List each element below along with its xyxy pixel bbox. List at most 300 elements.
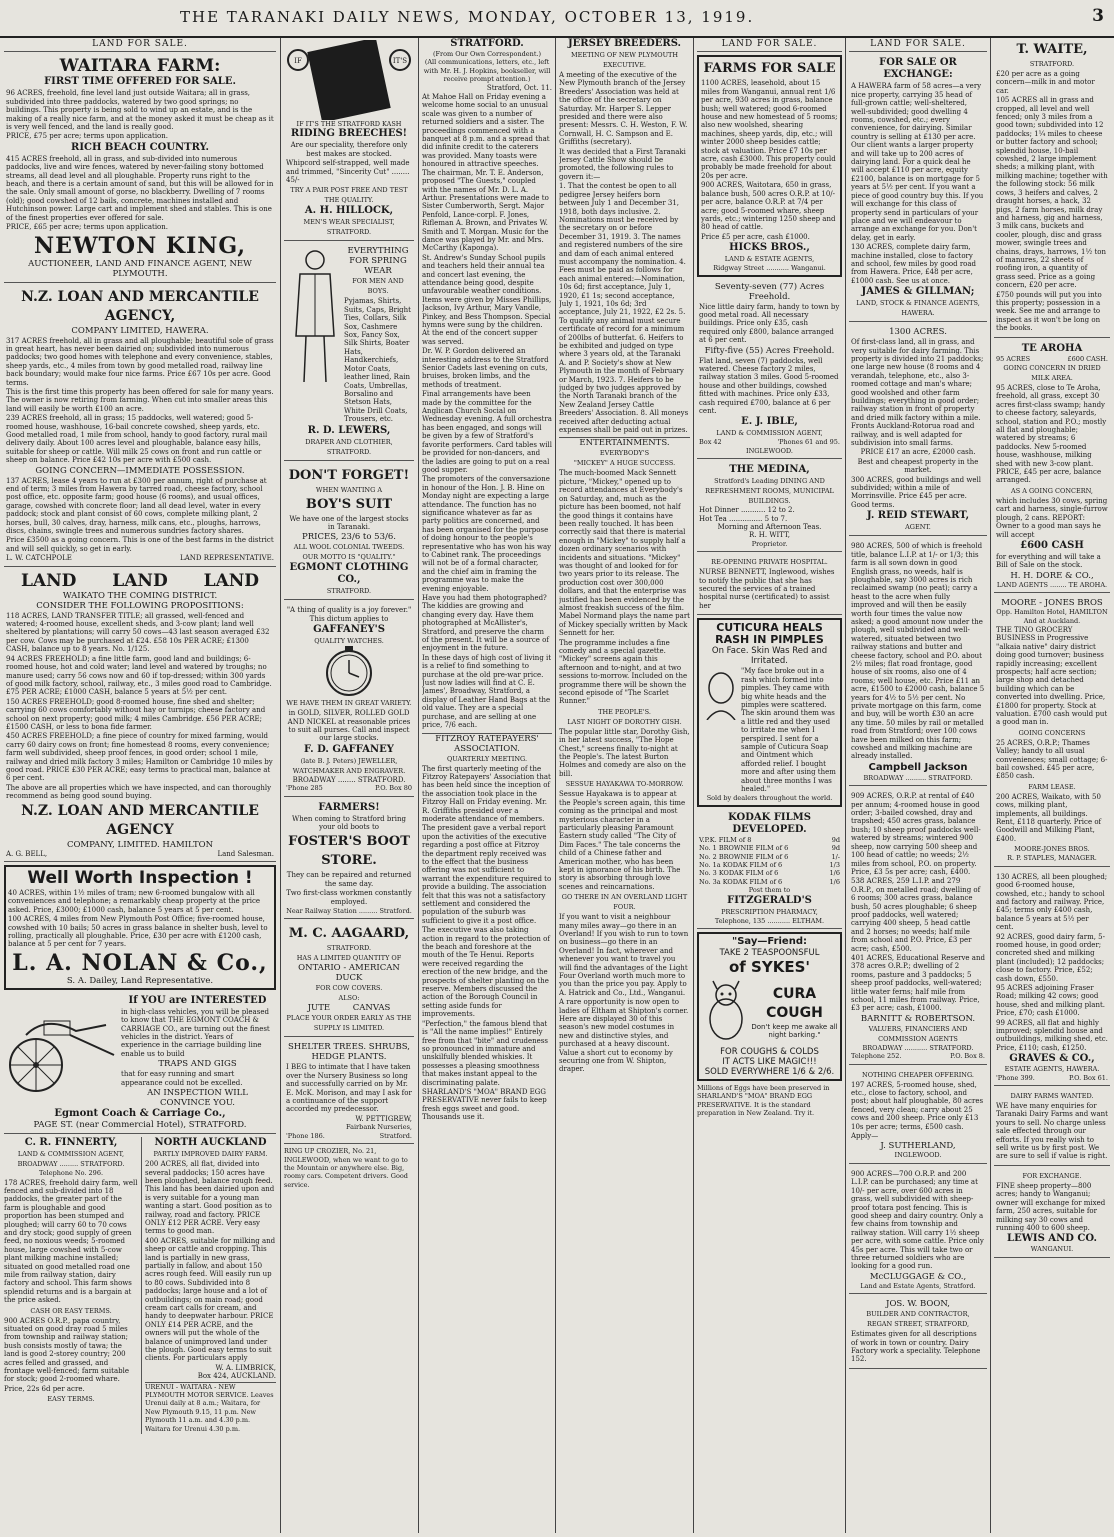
price-list <box>699 836 840 886</box>
ad-title: KODAK FILMS DEVELOPED. <box>728 811 811 835</box>
ad-title: NORTH AUCKLAND <box>154 1137 267 1149</box>
moore-jones-ad <box>994 596 1110 867</box>
ad-subtitle: Post them to <box>748 886 791 895</box>
agent-role: Land Salesman. <box>217 849 274 858</box>
price-list-row <box>699 844 840 852</box>
agent-box: P.O. Box 61. <box>1069 1073 1108 1082</box>
price-value: 9d <box>831 844 840 853</box>
egmont-clothing-ad <box>284 464 414 601</box>
nz-loan-ad <box>4 286 276 567</box>
agent-sub: LAND, STOCK & FINANCE AGENTS, HAWERA. <box>856 299 980 318</box>
ad-subtitle: COMPANY LIMITED, HAWERA. <box>71 325 209 336</box>
logo-text: IF IT'S THE STRATFORD KASH <box>296 120 402 128</box>
agent-sub: VALUERS, FINANCIERS AND COMMISSION AGENTS <box>868 1024 968 1043</box>
article-paragraph: In these days of high cost of living it is a relief to find something to purchase at the old pre-war price. Just now ladies will find at C. E. James', Broadway, Stratford, a display of Leather Hand Bags at the old value. They are a special purchase, and are selling at one price, 7/6 each. <box>422 653 552 730</box>
ad-subtitle: RICH BEACH COUNTRY. <box>71 141 209 153</box>
article-byline: (From Our Own Correspondent.) <box>432 50 542 58</box>
ad-body: 300 ACRES, good buildings and well subdivided; within a mile of Morrinsville. Price £45 per acre. Good terms. <box>851 475 981 509</box>
north-auckland-ad <box>142 1137 276 1434</box>
article-paragraph: Dr. W. P. Gordon delivered an interesting address to the Stratford Senior Cadets last evening on cuts, bruises, broken limbs, and the methods of treatment. <box>422 347 549 389</box>
agent-name: FITZGERALD'S <box>727 894 812 906</box>
stratford-kash-ad <box>284 38 414 241</box>
ad-title: THE MEDINA, <box>729 464 810 476</box>
ad-body: The above are all properties which we have inspected, and can thoroughly recommend as being good sound buying. <box>6 783 272 801</box>
agent-name: M. C. AAGAARD, <box>288 926 410 942</box>
ad-body: 450 ACRES FREEHOLD; a fine piece of country for mixed farming, would carry 60 dairy cows on front; fine homestead 8 rooms, every convenience; farm well subdivided, sheep proof fences, in good order; school 1 mile, railway and dried milk factory 3 miles; Hamilton or Cambridge 10 miles by good road. PRICE £30 PER ACRE; easy terms to practical man, balance at 6 per cent. <box>6 732 273 783</box>
ad-subtitle: TAKE 2 TEASPOONSFUL <box>719 948 820 959</box>
ad-subtitle: ALSO: <box>338 994 360 1003</box>
ad-body: When coming to Stratford bring your old boots to <box>292 814 406 831</box>
ad-title: EVERYTHING FOR SPRING WEAR <box>347 246 409 277</box>
agent-name: MOORE - JONES BROS <box>1001 598 1103 609</box>
sykes-ad <box>697 932 842 1081</box>
ad-title: If YOU are INTERESTED <box>128 994 267 1006</box>
agent-sub: STRATFORD. <box>1029 60 1075 68</box>
price-list-row <box>699 853 840 861</box>
article-heading: JERSEY BREEDERS. <box>567 38 682 49</box>
ad-price: Price, 22s 6d per acre. <box>4 1384 85 1393</box>
agent-name: J. REID STEWART, <box>866 510 970 522</box>
ad-body: A HAWERA farm of 58 acres—a very nice property, carrying 35 head of full-grown cattle; well-sheltered, well-subdivided; good dwelling 4 rooms, cowshed, etc.; every convenience, for dairying. Similar country is selling at £130 per acre. Our client wants a larger property and will take up to 200 acres of dairying land. For a quick deal he will accept £110 per acre, equity £2100, balance is on mortgage for 5 years at 5½ per cent. If you want a piece of good country buy this. If you will exchange for this class of property send in particulars of your place and we will endeavour to arrange an exchange for you. Don't delay, get in early. <box>851 82 984 242</box>
article-subheading: QUARTERLY MEETING. <box>446 754 528 763</box>
ad-title: TE AROHA <box>1021 342 1083 354</box>
agent-sub: (late B. J. Peters) JEWELLER, WATCHMAKER AND ENGRAVER. <box>292 756 406 775</box>
column-3 <box>422 38 552 1533</box>
ad-body: Apply— <box>851 1132 879 1141</box>
agent-sub: PRESCRIPTION PHARMACY, <box>721 907 818 916</box>
ad-price: £600 CASH <box>1020 539 1084 551</box>
portrait-illustration <box>701 666 741 720</box>
agent-address: BROADWAY .......... STRATFORD. <box>863 773 973 782</box>
agent-name: A. G. BELL, <box>6 849 48 858</box>
menu-line: Hot Dinner ........... 12 to 2. <box>699 506 795 515</box>
ad-body: 200 ACRES, all flat, divided into several paddocks; 150 acres have been ploughed, balance rough feed. This land has been dairied upon and is very suitable for a young man wanting a start. Good position as to railway, road and factory. PRICE ONLY £12 PER ACRE. Very easy terms to good man. <box>145 1160 275 1236</box>
agent-sub: ESTATE AGENTS, HAWERA. <box>1004 1065 1100 1074</box>
ad-body: Pyjamas, Shirts, Suits, Caps, Bright Ties, Collars, Silk Sox, Cashmere Sox, Fancy Sox, Silk Shirts, Boater Hats, Handkerchiefs, Motor Coats, leather lined, Rain Coats, Umbrellas, Borsalino and Stetson Hats, White Drill Coats, Trousers, etc. <box>344 297 411 424</box>
ad-body: which includes 30 cows, spring cart and harness, single-furrow plough, 2 cans. REPORT: Owner to a good man says he will accept <box>996 496 1108 539</box>
section-header: LAND FOR SALE. <box>721 39 818 49</box>
hicks-ad <box>697 55 842 276</box>
agent-town: INGLEWOOD. <box>894 1151 942 1160</box>
agent-name: W. PETTIGREW, <box>355 1114 412 1123</box>
kash-logo <box>286 40 412 120</box>
agent-role: LAND REPRESENTATIVE. <box>180 554 274 563</box>
well-worth-ad <box>4 865 276 990</box>
agent-address: BROADWAY ........ STRATFORD. <box>292 775 406 784</box>
waitara-ad <box>4 55 276 282</box>
ad-body: 900 ACRES O.R.P., papa country, situated on good dray road 5 miles from township and railway station; bush consists mostly of tawa; the land is good 2-storey country; 200 acres felled and grassed, and frontage well-fenced; farm suitable for stock; good 2-roomed whare. <box>4 1316 130 1384</box>
ad-body: 1100 ACRES, leasehold, about 15 miles from Wanganui, annual rent 1/6 per acre, 930 acres in grass, balance bush; well watered; good 6-roomed house and new homestead of 5 rooms; also new woolshed, shearing machines, sheep yards, dip, etc.; will winter 2000 sheep besides cattle; stock at valuation. Price £7 10s per acre, cash £3000. This property could probably be made freehold for about 20s per acre. <box>701 79 838 180</box>
carriage-illustration <box>6 995 118 1107</box>
ad-title: Well Worth Inspection ! <box>27 868 253 888</box>
column-rule <box>555 38 556 1533</box>
agent-sub: PAGE ST. (near Commercial Hotel), STRATFORD. <box>33 1120 247 1131</box>
article-paragraph: A meeting of the executive of the New Plymouth branch of the Jersey Breeders' Association was held at the office of the secretary on Saturday. Mr. Harper S. Lepper presided and there were also present: Messrs. C. H. Weston, F. W. Cornwall, H. C. Sampson and E. Griffiths (secretary). <box>559 71 688 147</box>
ad-title: FOR SALE OR EXCHANGE: <box>879 57 957 81</box>
article-dateline: Stratford, Oct. 11. <box>486 83 552 92</box>
article-paragraph: At Mahoe Hall on Friday evening a welcome home social to an unusual scale was given to a number of returned soldiers and a sister. The proceedings commenced with a banquet at 8 p.m. and a spread that did infinite credit to the caterers was provided. Many toasts were honoured in attractive speeches. The chairman, Mr. T. E. Anderson, proposed "The Guests," coupled with the names of Mr. D. L. A. Arthur. Presentations were made to Sister Cumberworth, Sergt. Major Penfold, Lance-corpl. F. Jones, Rifleman A. Brown, and Privates W. Smith and T. Morgan. Music for the dance was played by Mr. and Mrs. McCarthy (Kaponga). <box>422 93 550 253</box>
agent-sub: R. P. STAPLES, MANAGER. <box>1007 854 1097 863</box>
ad-title: FOR EXCHANGE. <box>1022 1171 1082 1180</box>
agent-name: JOS. W. BOON, <box>886 1299 950 1310</box>
te-aroha-ad <box>994 341 1110 594</box>
ad-subtitle: TRY A PAIR POST FREE AND TEST THE QUALITY. <box>290 186 408 205</box>
sutherland-ad <box>849 1068 987 1164</box>
agent-name: F. D. GAFFANEY <box>304 743 394 755</box>
ad-title: FOSTER'S BOOT STORE. <box>288 834 410 869</box>
masthead <box>0 0 1114 38</box>
pettigrew-ad <box>284 1040 414 1144</box>
waite-ad <box>994 38 1110 338</box>
agent-name: L. W. CATCHPOLE <box>6 554 72 563</box>
agent-sub: MEN'S WEAR SPECIALIST, STRATFORD. <box>303 218 395 237</box>
man-illustration <box>286 246 344 386</box>
ad-title: Seventy-seven (77) Acres Freehold. <box>714 281 825 302</box>
agent-sub: S. A. Dailey, Land Representative. <box>66 975 214 986</box>
ad-subtitle: PLACE YOUR ORDER EARLY AS THE SUPPLY IS LIMITED. <box>286 1014 412 1033</box>
agent-sub: Land and Estate Agents, Stratford. <box>860 1281 976 1290</box>
ad-body: 317 ACRES freehold, all in grass and all ploughable; beautiful sole of grass in great heart, has never been dairied on; subdivided into numerous paddocks; two good homes with telephone and every convenience, stables, sheep yards, etc., 4 miles from town by good metalled road, railway line back boundary; would make four nice farms. Price £67 10s per acre. Good terms. <box>6 336 274 387</box>
svg-text:IT'S: IT'S <box>392 57 408 65</box>
ad-body: for everything and will take a Bill of Sale on the stock. <box>996 552 1101 570</box>
agent-box: P.O. Box 80 <box>375 784 412 793</box>
agent-phone: 'Phone 285 <box>286 784 323 793</box>
agent-sub: LAND & COMMISSION AGENT, <box>716 429 823 438</box>
ad-body: 100 ACRES, 4 miles from New Plymouth Post Office; five-roomed house, cowshed with 10 bails; 50 acres in grass balance in shelter bush, level to rolling, practically all ploughable. Price, £30 per acre with £1200 cash, balance at 5 per cent for 7 years. <box>8 915 268 949</box>
column-rule <box>845 38 846 1533</box>
ad-price: PRICE, £65 per acre; terms upon application. <box>6 223 169 232</box>
barnitt-ad <box>849 789 987 1064</box>
agent-town: Stratford. <box>379 1131 412 1140</box>
ad-subtitle: PARTLY IMPROVED DAIRY FARM. <box>153 1150 268 1159</box>
campbell-jackson-ad <box>849 539 987 786</box>
ad-subtitle: FOR COW COVERS. <box>315 984 383 993</box>
article-paragraph: "Perfection," the famous blend that is "All the name implies!" Entirely free from that "bite" and crudeness so pronounced in immature and unskilfully blended whiskies. It possesses a pleasing smoothness that makes instant appeal to the discriminating palate. <box>422 1019 548 1087</box>
article-note: (All communications, letters, etc., left with Mr. H. J. Hopkins, bookseller, will receive prompt attention.) <box>423 58 551 84</box>
ad-body: that for easy running and smart appearance could not be excelled. <box>121 1070 243 1087</box>
ad-title: RIDING BREECHES! <box>290 128 408 140</box>
ad-subtitle: Stratford's Leading DINING AND REFRESHMENT ROOMS, MUNICIPAL BUILDINGS. <box>705 477 834 506</box>
article-heading: FITZROY RATEPAYERS' ASSOCIATION. <box>435 733 539 754</box>
ad-subtitle: ALL WOOL COLONIAL TWEEDS. <box>293 543 405 552</box>
agent-phone: Telephone, 135 ........... ELTHAM. <box>714 916 825 925</box>
column-6 <box>849 38 987 1533</box>
ad-body: 118 ACRES, LAND TRANSFER TITLE; all grassed, well-fenced and watered; 4-roomed house, excellent sheds, and 3-cow plant; land well sheltered by plantations; will carry 50 cows—43 last season averaged £32 per cow. Cows may be purchased at £24. £58 10s PER ACRE; £1300 CASH, balance up to 8 years. No. 1/125. <box>6 611 270 654</box>
watch-illustration <box>286 646 412 698</box>
crozier-ad: RING UP CROZIER, No. 21, INGLEWOOD, when we want to go to the Mountain or anywhere else. Big, roomy cars. Competent drivers. Good service. <box>284 1147 408 1189</box>
waikato-land-ad <box>4 570 276 862</box>
agent-address: REGAN STREET, STRATFORD, <box>866 1320 970 1329</box>
article-subheading: "MICKEY" A HUGE SUCCESS. <box>573 459 676 468</box>
ad-title: RE-OPENING PRIVATE HOSPITAL. <box>711 558 828 567</box>
agent-name: BARNITT & ROBERTSON. <box>860 1013 976 1024</box>
lewis-ad <box>994 1169 1110 1258</box>
price-item: No. 1 BROWNIE FILM of 6 <box>699 844 789 853</box>
article-paragraph: Have you had them photographed? The kiddies are growing and changing every day. Have them photographed at McAllister's, Stratford, and preserve the charm of the present. It will be a source of enjoyment in the future. <box>422 594 549 653</box>
egmont-coach-ad <box>4 993 276 1134</box>
reid-stewart-ad <box>849 325 987 536</box>
page-number: 3 <box>1092 6 1104 26</box>
article-paragraph: The promoters of the conversazione in honour of the Hon. J. B. Hine on Monday night are expecting a large attendance. The function has no significance whatever as far as party politics are concerned, and has been organised for the purpose of doing honour to the people's representative who has won his way to Cabinet rank. The proceedings will not be of a formal character, and the chief aim in framing the programme was to make the evening enjoyable. <box>422 475 552 593</box>
ad-price: PRICE, £75 per acre; terms upon application. <box>6 132 169 141</box>
ad-body: 92 ACRES, good dairy farm, 5-roomed house, in good order; concreted shed and milking plant (included); 12 paddocks; close to factory. Price, £52; cash down, £550. <box>996 932 1105 983</box>
agent-name: L. A. NOLAN & Co., <box>12 949 268 976</box>
column-1 <box>4 38 276 1533</box>
ad-title: SHELTER TREES. SHRUBS, HEDGE PLANTS. <box>287 1042 411 1063</box>
menu-line: Morning and Afternoon Teas. <box>717 523 822 532</box>
gaffaney-ad <box>284 603 414 796</box>
agent-name: JAMES & GILLMAN; <box>861 286 975 298</box>
ad-body: 400 ACRES, suitable for milking and sheep or cattle and cropping. This land is partially in new grass, partially in fallow, and about 150 acres rough feed. Will easily run up to 80 cows. Subdivided into 8 paddocks; large house and a lot of outbuildings; on main road; good cream cart calls for cream, and handy to deepwater harbour. PRICE ONLY £14 PER ACRE, and the owners will put the whole of the balance of unimproved land under the plough. Good easy terms to suit clients. For particulars apply <box>145 1236 276 1363</box>
ad-subtitle: CONSIDER THE FOLLOWING PROPOSITIONS: <box>36 600 244 611</box>
agent-name: HICKS BROS., <box>729 242 810 254</box>
ad-title: CURA COUGH <box>766 985 823 1021</box>
ad-subtitle: EASY TERMS. <box>47 1395 95 1404</box>
ad-subtitle: WHEN WANTING A <box>315 485 383 494</box>
medina-ad <box>697 462 842 552</box>
ad-body: 178 ACRES, freehold dairy farm, well fenced and sub-divided into 18 paddocks, the greater part of the farm is ploughable and good proportion has been stumped and ploughed; will carry 60 to 70 cows and dry stock; good supply of green feed, no noxious weeds; 5-roomed house, large cowshed with 5-cow plant milking machine installed; situated on good metalled road one mile from railway station, dairy factory and school. This farm shows splendid returns and is a bargain at the price asked. <box>4 1178 138 1305</box>
ad-body: Two first-class workmen constantly employed. <box>286 889 412 906</box>
boon-ad <box>849 1297 987 1369</box>
agent-address: Near Railway Station ......... Stratford. <box>286 907 412 916</box>
column-rule <box>280 38 281 1533</box>
mccluggage-ad <box>849 1167 987 1294</box>
ad-body: Estimates given for all descriptions of work in town or country. Dairy Factory work a speciality. Telephone 152. <box>851 1330 981 1364</box>
ad-body: Whipcord self-strapped, well made and trimmed, "Sincerity Cut" ........ 45/- <box>286 159 410 185</box>
ad-body: WE have many enquiries for Taranaki Dairy Farms and want yours to sell. No charge unless sale effected through our efforts. If you really wish to sell write us by first post. We are sure to sell if value is right. <box>996 1102 1108 1161</box>
ad-subtitle: On Face. Skin Was Red and Irritated. <box>711 646 828 667</box>
agent-sub: Opp. Hamilton Hotel, HAMILTON And at Auckland. <box>996 608 1108 625</box>
cuticura-ad <box>697 618 842 807</box>
price-item: No. 3 KODAK FILM of 6 <box>699 869 779 878</box>
article-paragraph: 1. That the contest be open to all pedigree Jersey heifers born between July 1 and December 31, 1918, both days inclusive. 2. Nominations must be received by the secretary on or before December 31, 1919. 3. The names and registered numbers of the sire and dam of each animal entered must accompany the nomination. 4. Fees must be paid as follows for each animal entered:—Nomination, 10s 6d; first acceptance, July 1, 1920, £1 1s; second acceptance, July 1, 1921, 10s 6d; 3rd acceptance, July 21, 1922, £2 2s. 5. To qualify any animal must secure certificate of record for a minimum of 200lbs of butterfat. 6. Heifers to be exhibited and judged on type where 3 years old, at the Taranaki A. and P. Society's show at New Plymouth in the month of February or March, 1923. 7. Heifers to be judged by two judges approved by the North Taranaki branch of the New Zealand Jersey Cattle Breeders' Association. 8. All moneys received after deducting actual expenses shall be paid out in prizes. <box>559 182 689 435</box>
ad-title: LAND LAND LAND <box>20 570 260 591</box>
ad-subtitle: QUALITY WATCHES. <box>314 637 384 646</box>
lewers-ad <box>284 244 414 460</box>
ad-subtitle: WAIKATO THE COMING DISTRICT. <box>62 590 218 601</box>
finnerty-ad <box>4 1137 142 1434</box>
ad-body: 401 ACRES, Educational Reserve and 378 acres O.R.P.; dwelling of 2 rooms, pasture and 3 paddocks; 5 sheep proof paddocks, well-watered; little water ferns; half mile from school, 11 miles from railway. Price, £3 per acre; cash, £1000. <box>851 953 985 1013</box>
agent-sub: STRATFORD. <box>326 944 372 953</box>
price-item: No. 3a KODAK FILM of 6 <box>699 877 783 886</box>
agent-sub: Proprietor. <box>751 539 788 548</box>
agent-name: A. H. HILLOCK, <box>304 205 394 217</box>
agent-phone: 'Phone 186. <box>286 1131 325 1140</box>
price-item: No. 2 BROWNIE FILM of 6 <box>699 852 789 861</box>
agent-sub: BUILDER AND CONTRACTOR, <box>866 1310 970 1319</box>
dairy-wanted-ad <box>994 1089 1110 1166</box>
agent-town: INGLEWOOD. <box>746 446 793 455</box>
article-paragraph: St. Andrew's Sunday School pupils and teachers held their annual tea and concert last evening, the attendance being good, despite unfavourable weather conditions. Items were given by Misses Phillips, Jackson, Ivy Arthur, Mary Vandle, Pinkey, and Bess Thompson. Special hymns were sung by the children. At the end of the concert supper was served. <box>422 253 552 346</box>
ad-body: 25 ACRES, O.R.P.; Thames Valley; handy to all usual conveniences; small cottage; 6-bail cowshed. £45 per acre, £850 cash. <box>996 738 1108 781</box>
ad-body: I BEG to intimate that I have taken over the Nursery Business so long and successfully carried on by Mr. E. McK. Morison, and may I ask for a continuance of the support accorded my predecessor. <box>286 1063 412 1114</box>
ad-body: in high-class vehicles, you will be pleased to know that THE EGMONT COACH & CARRIAGE CO., are turning out the finest vehicles in the district. Years of experience in the carriage building line enable us to build <box>121 1007 270 1058</box>
ad-body: Price £3500 as a going concern. This is one of the best farms in the district and will sell quickly, so get in early. <box>6 536 274 553</box>
price-list-row <box>699 869 840 877</box>
ad-body: Don't keep me awake all night barking." <box>751 1022 838 1040</box>
article-paragraph: The president gave a verbal report upon the activities of the executive regarding a post office at Fitzroy the department reply received was to the effect that the business offering was not sufficient to warrant the expenditure required to provide a building. The association felt that this was not a satisfactory settlement and considered the population of the suburb was sufficient to give it a post office. <box>422 824 552 925</box>
ad-body: 99 ACRES, all flat and highly improved; splendid house and outbuildings, milking shed, etc. Price, £110; cash, £1250. <box>996 1018 1108 1052</box>
ad-body: £750 pounds will put you into this property; possession in a week. See me and arrange to inspect as it won't be long on the books. <box>996 290 1102 333</box>
ad-subtitle: 95 ACRES <box>996 354 1031 363</box>
price-value: 1/6 <box>829 869 840 878</box>
agent-sub: DRAPER AND CLOTHIER, STRATFORD. <box>305 437 393 456</box>
ad-body: 95 ACRES, close to Te Aroha, freehold, all grass, except 30 acres first-class swamp; handy to cheese factory, saleyards, school, station and P.O.; mostly all flat and ploughable; watered by streams; 6 paddocks. New 5-roomed house, washhouse, milking shed with new 3-cow plant. PRICE, £45 per acre, balance arranged. <box>996 384 1107 485</box>
ad-subtitle: FIRST TIME OFFERED FOR SALE. <box>44 76 236 88</box>
ad-body: "A thing of quality is a joy forever." This dictum applies to <box>286 606 412 623</box>
ad-title: of SYKES' <box>729 958 810 977</box>
column-2 <box>284 38 414 1533</box>
ad-price: PRICE £17 an acre, £2000 cash. <box>860 448 976 457</box>
article-paragraph: The programme includes a fine comedy and a special gazette. "Mickey" screens again this afternoon and to-night, and at two sessions to-morrow. Included on the programme there will be shown the second episode of "The Scarlet Runner." <box>559 638 688 706</box>
ad-body: 900 ACRES—700 O.R.P. and 200 L.I.P. can be purchased; any time at 10/- per acre, over 600 acres in grass, well subdivided with sheep-proof totara post fencing. This is good sheep and dairy country. Only a few chains from township and railway station. Will carry 1½ sheep per acre, with some cattle. Price only 45s per acre. This will take two or three returned soldiers who are looking for a good run. <box>851 1169 984 1271</box>
price-item: No. 1a KODAK FILM of 6 <box>699 861 783 869</box>
article-paragraph: If you want to visit a neighbour many miles away—go there in an Overland! If you wish to run to town on business—go there in an Overland! In fact, wherever and whenever you want to travel you will find the advantages of the Light Four Overland worth much more to you than the price you pay. Apply to A. Hatrick and Co., Ltd., Wanganui. <box>559 913 689 997</box>
ad-subtitle: PRICES, 23/6 to 53/6. <box>302 532 396 543</box>
ad-title: GAFFANEY'S <box>313 624 385 636</box>
agent-box: Box 42 <box>699 438 722 447</box>
article-subheading: SESSUE HAYAKAWA TO-MORROW. <box>565 780 684 789</box>
article-paragraph: The much-boomed Mack Sennett picture, "Mickey," opened up to record attendances at Everybody's on Saturday, and, much as the picture has been boomed, not half the good things it contains have been really touched. It has been correctly said that there is material enough in "Mickey" to supply half a dozen ordinary scenarios with incidents and situations. "Mickey" was thought of and looked for for two years prior to its release. The production cost over 300,000 dollars, and that the enterprise was justified has been evidenced by the almost freakish success of the film. Mabel Normand plays the name part of Mickey specially written by Mack Sennett for her. <box>559 469 690 638</box>
ad-body: Flat land, seven (7) paddocks, well watered. Cheese factory 2 miles, railway station 3 miles. Good 5-roomed house and other buildings, cowshed fitted with machines. Price only £33, cash required £700, balance at 6 per cent. <box>699 356 839 415</box>
ad-body: 94 ACRES FREEHOLD; a fine little farm, good land and buildings; 6-roomed house, hot and cold water; land level and watered by troughs; no manure used; carry 56 cows now and 60 if top-dressed; within 300 yards of good milk factory, school, railway, etc., 3 miles good road to Cambridge. £75 PER ACRE; £1000 CASH, balance 5 years at 5½ per cent. <box>6 654 272 697</box>
ad-subtitle: AS A GOING CONCERN, <box>1011 486 1093 495</box>
ad-body: "My face broke out in a rash which formed into pimples. They came with big white heads and the pimples were scattered. The skin around them was a little red and they used to irritate me when I perspired. I sent for a sample of Cuticura Soap and Ointment which afforded relief. I bought more and after using them about three months I was healed." <box>741 667 836 793</box>
ad-body: 980 ACRES, 500 of which is freehold title, balance L.I.P. at 1/- or 1/3; this farm is all sown down in good English grass, no weeds, half is ploughable, say 3000 acres is rich reclaimed swamp (no peat); carry a heast to the acre when fully improved and will then be easily worth four times the value now asked; a good amount now under the plough, well subdivided and well-watered, situated between two railway stations and butter and cheese factory, school and P.O. about 2½ miles; flat road frontage, good house of six rooms, also one of 4 rooms; well house, etc. Price £11 an acre, £1500 to £2000 cash, balance 5 years for 4½ to 5½ per cent. No private mortgage on this farm, come and buy, will be worth £30 an acre any time. 50 miles by rail or metalled road from Stratford; over 100 cows have been milked on this farm; cowshed and milking machine are already installed. <box>851 542 985 761</box>
column-7 <box>994 38 1110 1533</box>
column-5 <box>697 38 842 1533</box>
kodak-ad <box>697 810 842 929</box>
ad-body: 130 ACRES, complete dairy farm, machine installed, close to factory and school, few miles by good road from Hawera. Price, £48 per acre, £1000 cash. See us at once. <box>851 243 977 285</box>
james-gillman-ad <box>849 55 987 322</box>
agent-sub: AUCTIONEER, LAND AND FINANCE AGENT, NEW PLYMOUTH. <box>28 258 252 279</box>
ad-body: £20 per acre as a going concern—milk in and motor car. <box>996 70 1095 95</box>
agent-name: C. R. FINNERTY, <box>24 1137 118 1149</box>
aagaard-ad <box>284 922 414 1037</box>
agent-name: NEWTON KING, <box>33 232 247 259</box>
ad-title: 1300 ACRES. <box>889 327 947 338</box>
article-paragraph: The popular little star, Dorothy Gish, in her latest success, "The Hope Chest," screens finally to-night at the People's. The latest Burton Holmes and comedy are also on the bill. <box>559 727 690 778</box>
ad-title: FARMS FOR SALE <box>703 61 836 77</box>
menu-line: Hot Tea ............... 5 to 7. <box>699 514 788 523</box>
graves-ad <box>994 870 1110 1086</box>
ad-footer: Sold by dealers throughout the world. <box>706 794 833 803</box>
ad-title: FARMERS! <box>318 801 380 813</box>
ad-subtitle: GOING CONCERN—IMMEDIATE POSSESSION. <box>35 465 245 476</box>
agent-sub: AGENT. <box>905 523 931 532</box>
price-list-row <box>699 878 840 886</box>
ad-body: in GOLD, SILVER, ROLLED GOLD AND NICKEL at reasonable prices to suit all purses. Call and inspect our large stocks. <box>287 709 411 743</box>
article-subheading: MEETING OF NEW PLYMOUTH EXECUTIVE. <box>570 51 679 69</box>
section-header: LAND FOR SALE. <box>92 39 188 49</box>
ad-subtitle: TRAPS AND GIGS <box>158 1059 237 1070</box>
ad-price: Price £5 per acre, cash £1000. <box>701 232 810 241</box>
ad-title: "Say—Friend: <box>732 936 807 948</box>
article-paragraph: It was decided that a First Taranaki Jersey Cattle Show should be promoted, the following rules to govern it:— <box>559 147 686 181</box>
ad-body: 40 ACRES, within 1½ miles of tram; new 6-roomed bungalow with all conveniences and telephone; a remarkably cheap property at the price asked. Price, £3000; £1000 cash, balance 5 years at 5 per cent. <box>8 889 261 914</box>
ad-subtitle: FARM LEASE. <box>1028 782 1076 791</box>
ad-subtitle: FOR COUGHS & COLDS <box>720 1047 819 1058</box>
ad-body: 900 ACRES, Waitotara, 650 in grass, balance bush, 500 acres O.R.P. at 10/- per acre, balance O.R.P. at 7/4 per acre; good 5-roomed whare, sheep yards, etc.; wintering 1250 sheep and 80 head of cattle. <box>701 181 836 232</box>
ad-body: 150 ACRES FREEHOLD; good 8-roomed house, fine shed and shelter; carrying 60 cows comfortably without hay or turnips; cheese factory and school on next property; good milk; 4 miles Cambridge. £56 PER ACRE; £1500 CASH, or less to bona fide farmer. <box>6 697 266 731</box>
ad-body: FINE sheep property—800 acres; handy to Wanganui; owner will exchange for mixed farm, 250 acres, suitable for milking say 30 cows and running 400 to 600 sheep. <box>996 1181 1106 1232</box>
ad-price: £600 CASH. <box>1067 354 1108 363</box>
agent-address: BROADWAY ........... STRATFORD. <box>862 1043 974 1052</box>
ad-subtitle: WE HAVE THEM IN GREAT VARIETY. <box>286 699 412 708</box>
ad-body: 95 ACRES adjoining Fraser Road; milking 42 cows; good house, shed and milking plant. Price, £70; cash £1000. <box>996 983 1106 1018</box>
price-value: 1/6 <box>829 877 840 886</box>
section-header: LAND FOR SALE. <box>870 39 966 49</box>
ad-body: 415 ACRES freehold, all in grass, and sub-divided into numerous paddocks, live and wire fences, watered by never-failing stony bottomed streams, all dead level and all ploughable. Property runs right to the beach, and there is a certain amount of sand, but this will be allowed for in the sale. Only small amount of gorse, no blackberry. Dwelling of 7 rooms (old); good cowshed of 12 bails, concrete, machines installed and Hutchinson power. Large cart and implement shed and stables. This is one of the finest properties ever offered for sale. <box>6 154 274 222</box>
ad-body: Nice little dairy farm, handy to town by good metal road. All necessary buildings. Price only £35, cash required only £800, balance arranged at 6 per cent. <box>699 302 840 345</box>
ad-subtitle: GOING CONCERNS <box>1018 728 1086 737</box>
article-subheading: GO THERE IN AN OVERLAND LIGHT FOUR. <box>561 893 688 912</box>
agent-name: Egmont Coach & Carriage Co., <box>54 1108 226 1120</box>
article-paragraph: A rare opportunity is now open to ladies of Eltham at Shipton's corner. Here are displayed 30 of this season's new model costumes in new and distinctive styles, and purchased at a heavy discount. Value a short cut to economy by securing one from W. Shipton, draper. <box>559 998 689 1074</box>
ad-title: N.Z. LOAN AND MERCANTILE AGENCY <box>21 802 259 838</box>
agent-phone: Telephone 252. <box>851 1052 902 1061</box>
ad-title: CUTICURA HEALS RASH IN PIMPLES <box>715 621 824 647</box>
ad-body: NURSE BENNETT, Inglewood, wishes to notify the public that she has secured the services of a trained hospital nurse (certificated) to assist her <box>699 568 835 610</box>
agent-sub: STRATFORD. <box>326 587 372 596</box>
agent-name: MOORE-JONES BROS. <box>1014 845 1090 854</box>
agent-name: Campbell Jackson <box>868 761 968 773</box>
ad-body: 538 ACRES, 259 L.I.P. and 279 O.R.P., on metalled road; dwelling of 6 rooms; 300 acres grass, balance bush, 50 acres ploughable; 6 sheep proof paddocks, well watered; carrying 400 sheep, 5 head cattle and 2 horses; no weeds; half mile from school and P.O. Price, £3 per acre; cash, £500. <box>851 877 981 953</box>
ad-body: 200 ACRES, Waikato, with 50 cows, milking plant, implements, all buildings. Rent, £118 quarterly. Price of Goodwill and Milking Plant, £400. <box>996 792 1102 843</box>
agent-name: J. SUTHERLAND, <box>880 1141 956 1152</box>
agent-town: WANGANUI. <box>1030 1245 1074 1254</box>
agent-sub: LAND AGENTS ........ TE AROHA. <box>996 580 1108 589</box>
article-heading: STRATFORD. <box>450 38 524 49</box>
agent-phone: 'Phone 399. <box>996 1073 1035 1082</box>
ad-body: 197 ACRES, 5-roomed house, shed, etc., close to factory, school, and post; about half ploughable, 80 acres fenced, very clean; carry about 25 cows and 200 sheep. Price only £13 10s per acre; terms, £500 cash. <box>851 1080 984 1131</box>
column-rule <box>693 38 694 1533</box>
agent-name: H. H. DORE & CO., <box>1010 570 1094 581</box>
sharland-ad: Millions of Eggs have been preserved in SHARLAND'S "MOA" BRAND EGG PRESERVATIVE. It is the standard preparation in New Zealand. Try it. <box>697 1084 830 1118</box>
ad-body: 105 ACRES all in grass and cropped, all level and well fenced; only 3 miles from a good town; subdivided into 12 paddocks; 1¼ miles to cheese or butter factory and school; splendid house, 10-bail cowshed, 2 large implement sheds; a milking plant, with milking machine; together with the following stock: 56 milk cows, 3 heifers and calves, 2 draught horses, a hack, 32 pigs, 2 farm horses, milk dray and harness, gig and harness, 3 milk cans, buckets and cooler, plough, disc and grass mower, swingle trees and chains, drays, harrows, 1½ ton of manures, 22 sheets of roofing iron, a quantity of grass seed. Price as a going concern, £20 per acre. <box>996 96 1108 290</box>
ad-body: Best and cheapest property in the market. <box>857 457 979 475</box>
ad-body: 909 ACRES, O.R.P. at rental of £40 per annum; 4-roomed house in good order; 3-bailed cowshed, dray and trapshed; 450 acres grass, balance bush; 10 sheep proof paddocks well-watered by streams; wintered 900 sheep, now carrying 500 sheep and 100 head of cattle; no weeds; 2½ miles from school, P.O. on property. Price, £3 5s per acre; cash, £400. <box>851 792 981 876</box>
agent-sub: Fairbank Nurseries, <box>346 1123 412 1132</box>
article-paragraph: Final arrangements have been made by the committee for the Anglican Church Social on Wednesday evening. A full orchestra has been engaged, and songs will be given by a few of Stratford's favorite performers. Card tables will be provided for non-dancers, and the ladies are going to put on a real good supper. <box>422 390 552 474</box>
article-subheading: THE PEOPLE'S. <box>598 707 651 716</box>
ad-title: Fifty-five (55) Acres Freehold. <box>704 345 835 356</box>
article-paragraph: SHARLAND'S "MOA" BRAND EGG PRESERVATIVE never fails to keep fresh eggs sweet and good. Thousands use it. <box>422 1087 547 1122</box>
article-paragraph: The executive was also taking action in regard to the protection of the beach and foreshore at the mouth of the Te Henui. Reports were received regarding the erection of the new bridge, and the prospects of shelter planting on the reserve. Members discussed the action of the Borough Council in setting aside funds for improvements. <box>422 926 550 1019</box>
price-item: V.P.K. FILM of 8 <box>699 835 752 844</box>
ad-title: DAIRY FARMS WANTED. <box>1010 1092 1094 1101</box>
ad-body: They can be repaired and returned the same day. <box>286 871 412 888</box>
agent-name: R. H. WITT, <box>749 531 790 540</box>
agent-name: GRAVES & CO., <box>1009 1053 1095 1065</box>
ad-subtitle: HAS A LIMITED QUANTITY OF <box>296 954 402 963</box>
masthead-title: THE TARANAKI DAILY NEWS, MONDAY, OCTOBER 13, 1919. <box>180 8 755 26</box>
agent-box: P.O. Box 8. <box>950 1052 985 1061</box>
agent-sub: Box 424, AUCKLAND. <box>197 1372 276 1381</box>
urenui-service: URENUI - WAITARA - NEW PLYMOUTH MOTOR SERVICE. Leaves Urenui daily at 8 a.m.; Waitara, for New Plymouth 9.15, 11 p.m. New Plymouth 11 a.m. and 4.30 p.m. Waitara for Urenui 4.30 p.m. <box>145 1382 276 1433</box>
hospital-notice <box>697 555 842 615</box>
ad-subtitle: IT ACTS LIKE MAGIC!!! <box>722 1057 817 1068</box>
article-subheading: LAST NIGHT OF DOROTHY GISH. <box>567 717 682 726</box>
ad-subtitle: OUR MOTTO IS "QUALITY." <box>302 553 396 562</box>
article-paragraph: The first quarterly meeting of the Fitzroy Ratepayers' Association that has been held since the inception of the association took place in the Fitzroy Hall on Friday evening. Mr. R. Griffiths presided over a moderate attendance of members. <box>422 764 551 823</box>
ad-body: 96 ACRES, freehold, fine level land just outside Waitara; all in grass, subdivided into three paddocks, watered by two good springs; no buildings. This property is being sold to wind up an estate, and is the making of a really nice farm, and at the money asked it must be cheap as it is very well fenced, and the land is really good. <box>6 89 274 132</box>
ad-title: DON'T FORGET! <box>288 467 410 483</box>
article-paragraph: Sessue Hayakawa is to appear at the People's screen again, this time coming as the principal and most mysterious character in a particularly pleasing Paramount Eastern study called "The City of Dim Faces." The tale concerns the child of a Chinese father and American mother, who has been kept in ignorance of his birth. The story is absorbing through love scenes and reincarnations. <box>559 790 686 891</box>
ad-subtitle: GOING CONCERN IN DRIED MILK AREA. <box>1003 364 1101 382</box>
ad-title: JUTE CANVAS <box>307 1003 391 1014</box>
ad-body: 130 ACRES, all been ploughed; good 6-roomed house, cowshed, etc.; handy to school and factory and railway. Price, £45; terms only £400 cash, balance 5 years at 5½ per cent. <box>996 872 1108 932</box>
